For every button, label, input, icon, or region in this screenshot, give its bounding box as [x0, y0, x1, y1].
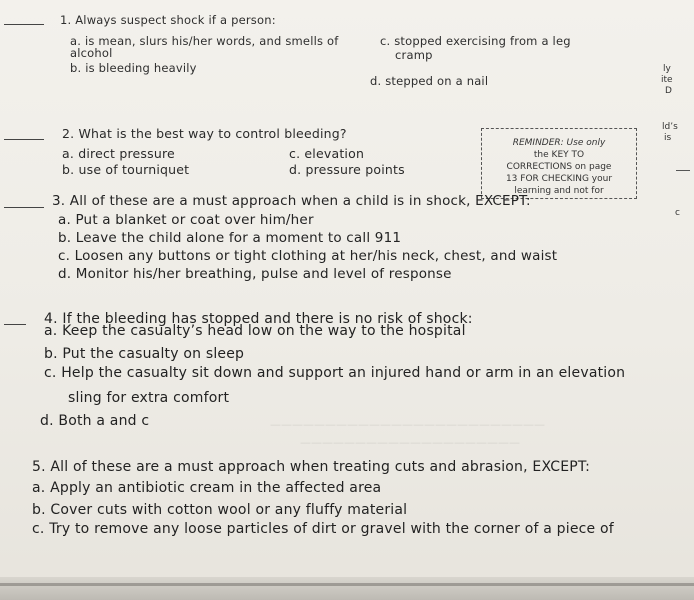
q4-option-b: b. Put the casualty on sleep — [44, 346, 245, 362]
q4-option-c: c. Help the casualty sit down and support an injured hand or arm in an elevation — [44, 365, 626, 381]
reminder-line-1: REMINDER: Use only — [512, 138, 606, 148]
reminder-line-4: 13 FOR CHECKING your — [505, 174, 613, 184]
reminder-line-5: learning and not for — [514, 186, 604, 196]
question-4: 4. If the bleeding has stopped and there is no risk of shock: — [44, 311, 473, 327]
q4-option-a: a. Keep the casualty’s head low on the way to the hospital — [44, 323, 466, 339]
show-through-texture: ———————————————————— — [300, 436, 520, 449]
q2-option-d: d. pressure points — [289, 162, 405, 177]
reminder-line-2: the KEY TO — [533, 150, 585, 160]
answer-blank-1[interactable] — [4, 24, 44, 25]
q4-option-d: d. Both a and c — [40, 413, 150, 429]
question-1: 1. Always suspect shock if a person: — [60, 13, 276, 27]
q1-option-b: b. is bleeding heavily — [70, 61, 197, 75]
q3-option-c: c. Loosen any buttons or tight clothing at her/his neck, chest, and waist — [58, 248, 558, 264]
q5-option-c: c. Try to remove any loose particles of dirt or gravel with the corner of a piece of — [32, 521, 614, 537]
answer-blank-4[interactable] — [4, 324, 26, 325]
margin-fragment: is — [664, 133, 672, 143]
reminder-line-3: CORRECTIONS on page — [506, 162, 612, 172]
margin-fragment: D — [665, 86, 672, 96]
q2-option-a: a. direct pressure — [62, 146, 175, 161]
question-3: 3. All of these are a must approach when a child is in shock, EXCEPT: — [52, 193, 531, 209]
q1-option-c-cont: cramp — [395, 48, 433, 62]
reminder-box — [481, 128, 637, 199]
q2-option-c: c. elevation — [289, 146, 365, 161]
margin-dash — [676, 170, 690, 171]
q2-option-b: b. use of tourniquet — [62, 162, 190, 177]
page-edge — [0, 583, 694, 586]
margin-fragment: ld’s — [662, 122, 678, 132]
q5-option-b: b. Cover cuts with cotton wool or any fluffy material — [32, 502, 408, 518]
margin-fragment: ly — [663, 64, 671, 74]
q3-option-a: a. Put a blanket or coat over him/her — [58, 212, 314, 228]
page-shadow — [0, 577, 694, 600]
q1-option-a: a. is mean, slurs his/her words, and smells of — [70, 34, 339, 48]
q1-option-c: c. stopped exercising from a leg — [380, 34, 571, 48]
q4-option-c-cont: sling for extra comfort — [68, 390, 230, 406]
question-2: 2. What is the best way to control bleeding? — [62, 126, 347, 141]
margin-fragment: ite — [661, 75, 673, 85]
q5-option-a: a. Apply an antibiotic cream in the affected area — [32, 480, 382, 496]
answer-blank-2[interactable] — [4, 139, 44, 140]
q3-option-b: b. Leave the child alone for a moment to call 911 — [58, 230, 402, 246]
margin-fragment: c — [675, 208, 680, 218]
answer-blank-3[interactable] — [4, 207, 44, 208]
show-through-texture: ————————————————————————— — [270, 418, 545, 431]
q3-option-d: d. Monitor his/her breathing, pulse and level of response — [58, 266, 452, 282]
q1-option-d: d. stepped on a nail — [370, 74, 489, 88]
question-5: 5. All of these are a must approach when treating cuts and abrasion, EXCEPT: — [32, 459, 591, 475]
q1-option-a-cont: alcohol — [70, 46, 113, 60]
